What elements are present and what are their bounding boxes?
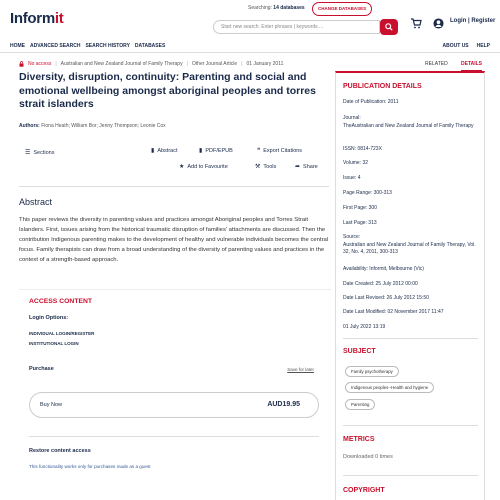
abstract-text: This paper reviews the diversity in parenting values and practices amongst Aboriginal peoples and Torres Strait Islanders. First, issues arising from the historical traumatic disruption of families' attachments are discussed. Then the contribution Indigenous parenting makes to the development of healthy and vulnerable individuals becomes the central focus. Family therapists can draw from a broad understanding of the diversity of parenting values and practices in the context of a strength-based approach.: [19, 217, 329, 263]
sections-label: Sections: [33, 149, 55, 156]
journal-detail-value[interactable]: TheAustralian and New Zealand Journal of Family Therapy: [343, 122, 474, 129]
source-label: Source:: [343, 234, 361, 240]
article-title: Diversity, disruption, continuity: Parenting and social and emotional wellbeing amongst aboriginal peoples and torres strait islanders: [19, 71, 316, 110]
pdf-icon: ▮: [199, 148, 203, 154]
toolbar-divider: [19, 186, 329, 187]
download-count: Downloaded 0 times: [343, 454, 393, 460]
metrics-heading: METRICS: [343, 436, 375, 443]
lock-icon: [19, 61, 24, 67]
article-meta: [19, 61, 283, 67]
journal-detail: [343, 115, 483, 130]
article-type: Other Journal Article: [191, 61, 238, 67]
meta-separator: |: [55, 61, 57, 67]
nav-databases[interactable]: DATABASES: [134, 43, 166, 49]
access-divider: [29, 436, 319, 437]
nav-home[interactable]: HOME: [10, 43, 25, 49]
nav-advanced-search[interactable]: ADVANCED SEARCH: [30, 43, 81, 49]
subject-chip[interactable]: Parenting: [345, 399, 375, 410]
search-button[interactable]: [380, 19, 398, 35]
journal-detail-label: Journal:: [343, 115, 361, 121]
access-content-panel: [19, 289, 331, 500]
database-count: Searching: 14 databases: [248, 5, 305, 11]
database-count-link[interactable]: 14 databases: [273, 5, 305, 11]
article-toolbar: [19, 143, 329, 183]
tools-button[interactable]: [255, 163, 276, 170]
buy-now-label: Buy Now: [40, 402, 63, 408]
quote-icon: ❝: [257, 148, 261, 154]
subject-heading: SUBJECT: [343, 348, 376, 355]
pdf-epub-button[interactable]: [199, 147, 233, 154]
date-extra: 01 July 2022 13:19: [343, 324, 386, 330]
abstract-button[interactable]: [151, 147, 178, 154]
volume: Volume: 32: [343, 160, 369, 166]
subject-chip[interactable]: Family psychotherapy: [345, 366, 399, 377]
copyright-heading: COPYRIGHT: [343, 487, 385, 494]
authors: Authors: Fiona Heath; William Bor; Jenny Thompson; Leonie Cox: [19, 123, 166, 129]
page-range: Page Range: 300-313: [343, 190, 392, 196]
abstract-heading: Abstract: [19, 197, 53, 207]
publication-details-heading: PUBLICATION DETAILS: [343, 83, 422, 90]
login-register-link[interactable]: Login | Register: [450, 18, 496, 24]
buy-now-option[interactable]: [29, 392, 319, 418]
source-value: Australian and New Zealand Journal of Family Therapy, Vol. 32, No. 4, 2011, 300-313: [343, 241, 476, 255]
informit-logo[interactable]: Informit: [10, 10, 64, 27]
date-last-revised: Date Last Revised: 26 July 2012 15:50: [343, 295, 429, 301]
date-last-modified: Date Last Modified: 02 November 2017 11:47: [343, 309, 444, 315]
share-button[interactable]: [295, 163, 318, 170]
access-status: No access: [28, 61, 52, 67]
list-icon: ☰: [25, 150, 31, 156]
favourite-label: Add to Favourite: [187, 163, 228, 170]
add-to-favourite-button[interactable]: [179, 163, 228, 170]
document-icon: ▮: [151, 148, 155, 154]
individual-login-link[interactable]: INDIVIDUAL LOGIN/REGISTER: [29, 331, 95, 336]
save-for-later-link[interactable]: Save for later: [287, 367, 314, 372]
first-page: First Page: 300: [343, 205, 377, 211]
main-nav: [10, 43, 165, 49]
subject-chip[interactable]: Indigenous peoples--Health and hygiene: [345, 382, 434, 393]
cart-icon[interactable]: [410, 16, 422, 34]
change-databases-button[interactable]: CHANGE DATABASES: [312, 2, 372, 16]
sections-button[interactable]: [25, 149, 55, 156]
metrics-divider: [343, 475, 478, 476]
search-icon: [385, 23, 393, 31]
share-icon: ➦: [295, 164, 301, 170]
availability: Availability: Informit, Melbourne (Vic): [343, 266, 424, 272]
search-input[interactable]: Start new search. Enter phrases | keywords ...: [213, 20, 380, 34]
source: [343, 234, 483, 257]
nav-about-us[interactable]: ABOUT US: [442, 43, 469, 49]
issn: ISSN: 0814-723X: [343, 146, 382, 152]
institutional-login-link[interactable]: INSTITUTIONAL LOGIN: [29, 341, 79, 346]
secondary-nav: [443, 43, 490, 49]
pdf-label: PDF/EPUB: [205, 147, 233, 154]
restore-access-heading: Restore content access: [29, 448, 91, 454]
purchase-heading: Purchase: [29, 366, 54, 372]
access-content-heading: ACCESS CONTENT: [29, 298, 93, 305]
publication-details-panel: [335, 71, 485, 500]
nav-search-history[interactable]: SEARCH HISTORY: [85, 43, 130, 49]
subject-divider: [343, 425, 478, 426]
abstract-label: Abstract: [157, 147, 178, 154]
header-divider: [0, 52, 500, 53]
meta-separator: |: [241, 61, 243, 67]
export-label: Export Citations: [263, 147, 303, 154]
tab-details[interactable]: DETAILS: [461, 61, 482, 72]
meta-separator: |: [186, 61, 188, 67]
export-citations-button[interactable]: [257, 147, 302, 154]
wrench-icon: ⚒: [255, 164, 261, 170]
article-date: 01 January 2011: [246, 61, 284, 67]
details-divider: [343, 338, 478, 339]
tools-label: Tools: [263, 163, 277, 170]
author-links[interactable]: Fiona Heath; William Bor; Jenny Thompson; Leonie Cox: [41, 123, 166, 129]
price: AUD19.95: [267, 401, 300, 408]
issue: Issue: 4: [343, 175, 361, 181]
last-page: Last Page: 313: [343, 220, 377, 226]
user-icon[interactable]: [433, 16, 444, 34]
journal-link[interactable]: Australian and New Zealand Journal of Family Therapy: [60, 61, 183, 67]
date-of-publication: Date of Publication: 2011: [343, 99, 399, 105]
nav-help[interactable]: HELP: [476, 43, 490, 49]
date-created: Date Created: 25 July 2012 00:00: [343, 281, 418, 287]
restore-access-text[interactable]: This functionality works only for purchases made as a guest: [29, 464, 151, 469]
share-label: Share: [303, 163, 318, 170]
tab-related[interactable]: RELATED: [425, 61, 448, 67]
login-options-label: Login Options:: [29, 315, 69, 321]
star-icon: ★: [179, 164, 185, 170]
